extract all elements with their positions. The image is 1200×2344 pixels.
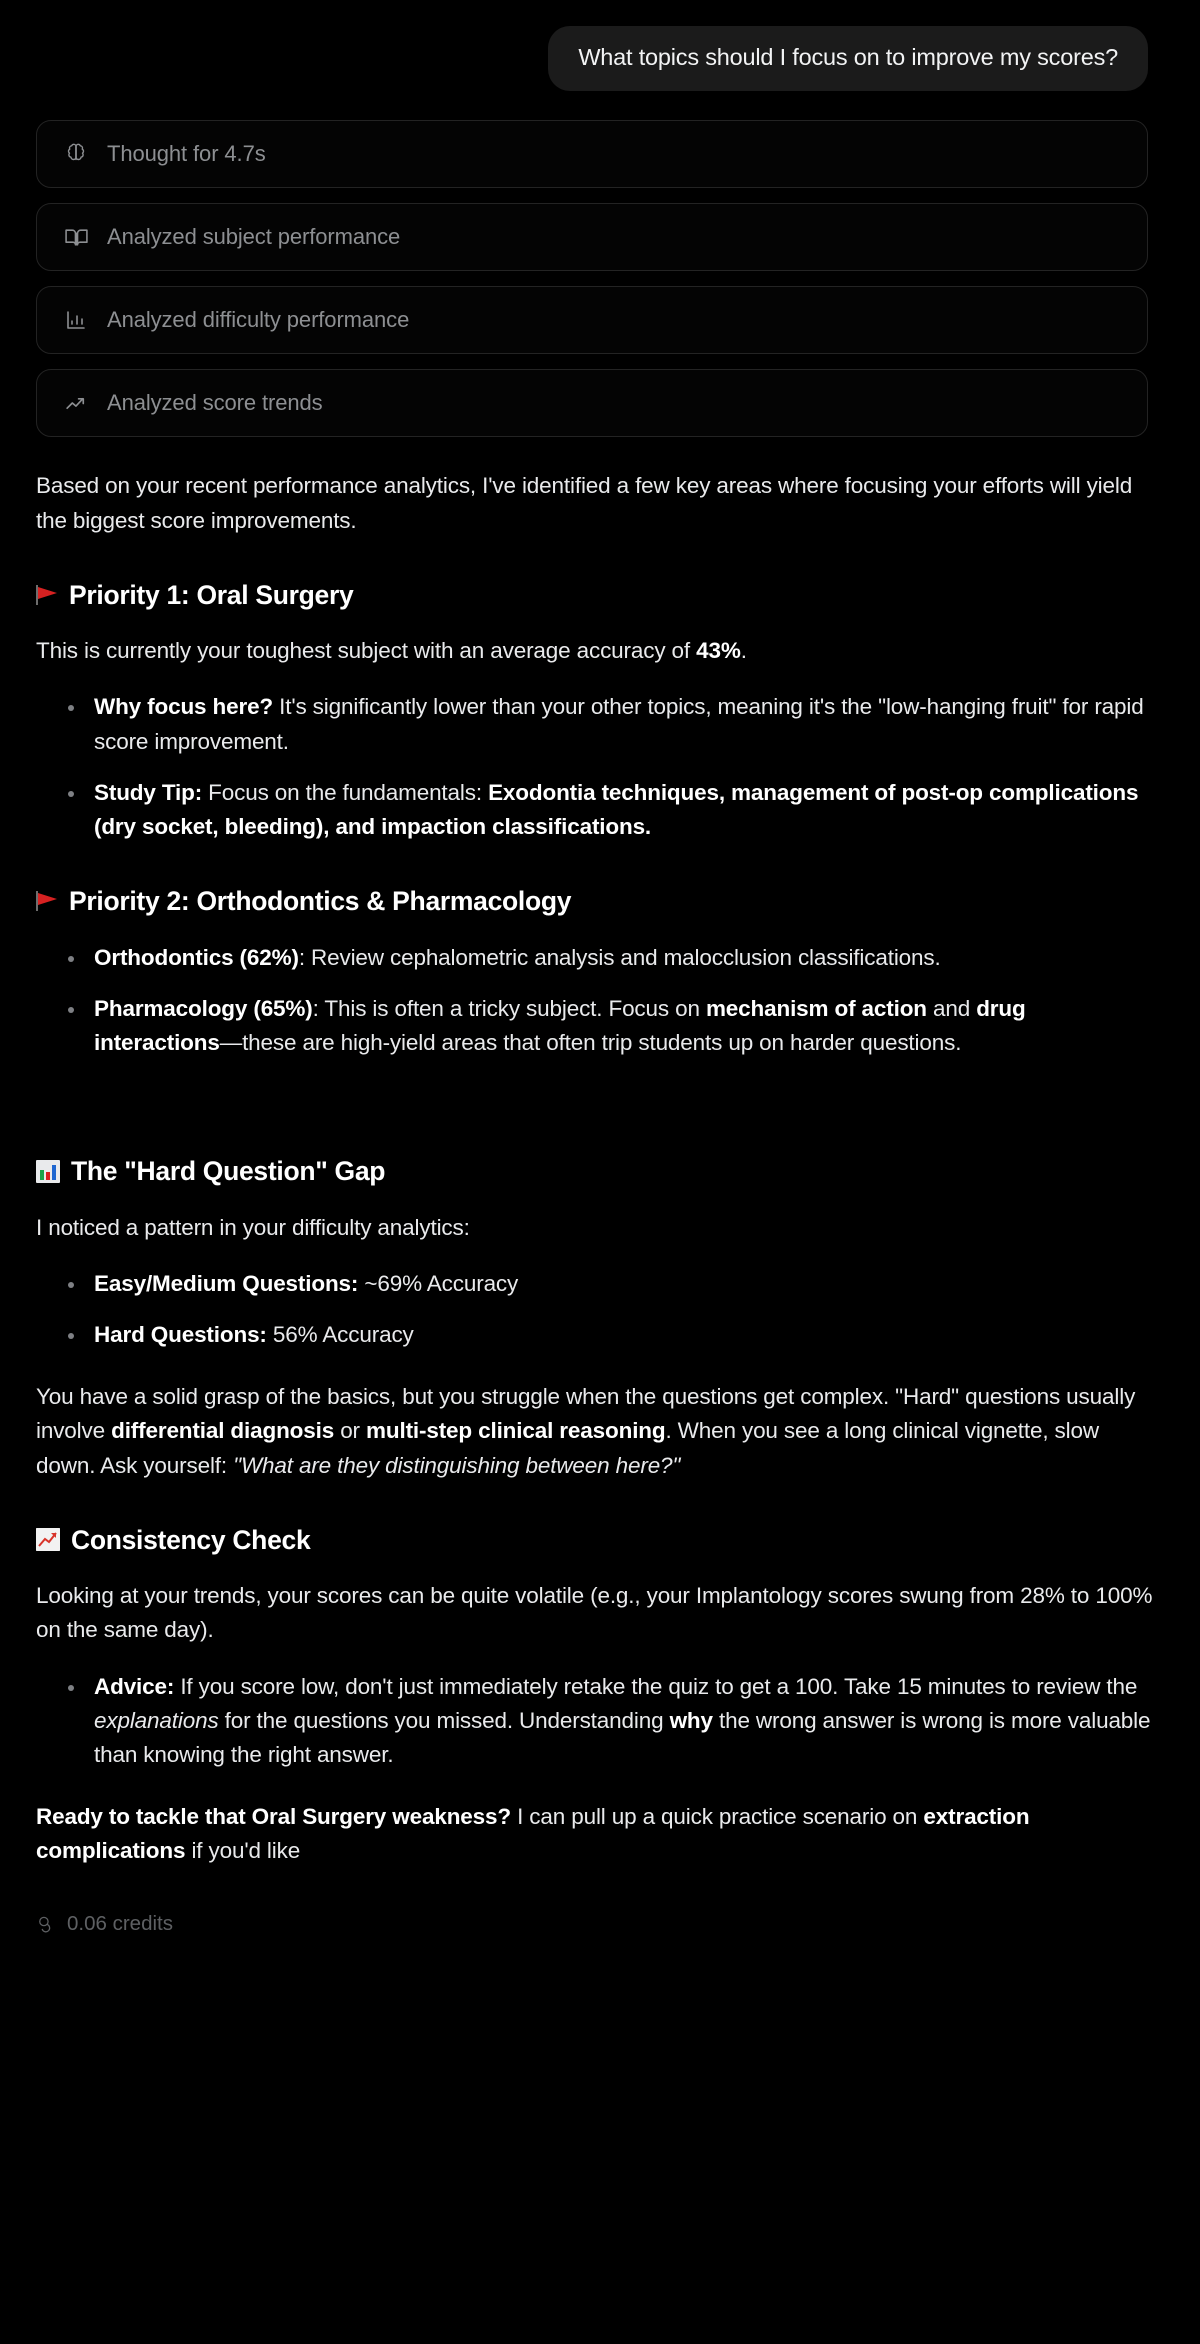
bullet-label: Hard Questions: [94,1321,267,1347]
hard-question-closing [36,1380,1155,1483]
bullet-label: Why focus here? [94,694,274,720]
user-message-row [36,0,1175,91]
tool-card-label: Thought for 4.7s [107,141,266,167]
bullet-text: Focus on the fundamentals: [202,779,489,805]
bar-chart-emoji-icon [36,1160,60,1183]
triangular-flag-icon [36,889,58,913]
bullet-text: ~69% Accuracy [358,1270,519,1296]
section-heading-text: Priority 1: Oral Surgery [69,579,354,610]
brain-icon [63,141,89,167]
tool-card-score-trends[interactable] [36,369,1148,437]
list-item [94,1318,1155,1352]
hard-question-lead: I noticed a pattern in your difficulty analytics: [36,1214,470,1240]
tool-card-subject-performance[interactable] [36,203,1148,271]
outro-text: I can pull up a quick practice scenario on [511,1804,924,1830]
closing-text: You have a solid grasp of the basics, but you struggle when the questions get complex. "Hard" questions usually involve [36,1384,1136,1444]
list-item [94,1670,1155,1773]
list-item [94,1267,1155,1301]
tool-card-label: Analyzed subject performance [107,224,401,250]
bullet-text: and [926,995,977,1021]
priority-1-bullet-list [36,690,1155,844]
section-heading-consistency-check [36,1523,1155,1557]
bullet-text: : This is often a tricky subject. Focus on [312,995,706,1021]
bullet-label: Orthodontics (62%) [94,944,299,970]
bullet-text: If you score low, don't just immediately retake the quiz to get a 100. Take 15 minutes to review the [174,1673,1138,1699]
bullet-text-bold: Exodontia techniques, management of post-op complications (dry socket, bleeding), and impaction classifications. [94,779,1139,839]
message-footer [36,1912,1175,1958]
list-item [94,776,1155,844]
consistency-lead: Looking at your trends, your scores can be quite volatile (e.g., your Implantology scores swung from 28% to 100% on the same day). [36,1583,1153,1643]
section-heading-hard-question-gap [36,1154,1155,1188]
section-heading-priority-2 [36,884,1155,918]
bullet-text: It's significantly lower than your other topics, meaning it's the "low-hanging fruit" for rapid score improvement. [94,694,1144,754]
triangular-flag-icon [36,583,58,607]
outro-text: if you'd like [185,1838,301,1864]
credits-icon [36,1914,56,1934]
closing-text-bold: differential diagnosis [111,1418,335,1444]
bullet-label: Easy/Medium Questions: [94,1270,359,1296]
priority-1-lead [36,634,1155,668]
user-message-bubble[interactable]: What topics should I focus on to improve my scores? [548,26,1148,91]
list-item [94,690,1155,758]
closing-text: or [334,1418,367,1444]
outro-paragraph [36,1800,1155,1868]
credits-label: 0.06 credits [67,1912,173,1936]
bullet-label: Pharmacology (65%) [94,995,313,1021]
bullet-label: Advice: [94,1673,175,1699]
tool-card-label: Analyzed difficulty performance [107,307,410,333]
tool-card-label: Analyzed score trends [107,390,323,416]
bullet-text-bold: drug interactions [94,995,1026,1055]
bullet-text-italic: explanations [94,1707,219,1733]
lead-accuracy-value: 43% [696,638,741,664]
chart-increasing-emoji-icon [36,1528,60,1551]
priority-2-bullet-list [36,941,1155,1061]
bullet-text: the wrong answer is wrong is more valuable than knowing the right answer. [94,1707,1151,1767]
bullet-text-bold: mechanism of action [705,995,927,1021]
section-spacer [36,1088,1155,1114]
lead-suffix: . [740,638,747,664]
bullet-text: 56% Accuracy [266,1321,414,1347]
section-heading-text: The "Hard Question" Gap [71,1156,386,1187]
closing-text-bold: multi-step clinical reasoning [366,1418,666,1444]
outro-question-bold: Ready to tackle that Oral Surgery weakness? [36,1804,511,1830]
closing-quote-italic: "What are they distinguishing between here?" [233,1452,681,1478]
bullet-label: Study Tip: [94,779,203,805]
outro-topic-bold: extraction complications [36,1804,1030,1864]
lead-prefix: This is currently your toughest subject with an average accuracy of [36,638,697,664]
bullet-text: for the questions you missed. Understanding [218,1707,670,1733]
assistant-message [36,469,1175,1868]
intro-paragraph: Based on your recent performance analytics, I've identified a few key areas where focusing your efforts will yield the biggest score improvements. [36,473,1133,533]
section-heading-text: Consistency Check [71,1524,311,1555]
consistency-bullet-list [36,1670,1155,1773]
section-heading-priority-1 [36,578,1155,612]
tool-activity-list [36,120,1175,437]
bar-chart-icon [63,307,89,333]
section-heading-text: Priority 2: Orthodontics & Pharmacology [69,886,572,917]
closing-text: . When you see a long clinical vignette, slow down. Ask yourself: [36,1418,1099,1478]
bullet-text-bold: why [669,1707,713,1733]
book-open-icon [63,224,89,250]
bullet-text: : Review cephalometric analysis and malocclusion classifications. [298,944,941,970]
list-item [94,992,1155,1060]
tool-card-difficulty-performance[interactable] [36,286,1148,354]
list-item [94,941,1155,975]
tool-card-thought[interactable] [36,120,1148,188]
trending-up-icon [63,390,89,416]
difficulty-bullet-list [36,1267,1155,1352]
bullet-text: —these are high-yield areas that often trip students up on harder questions. [219,1029,962,1055]
